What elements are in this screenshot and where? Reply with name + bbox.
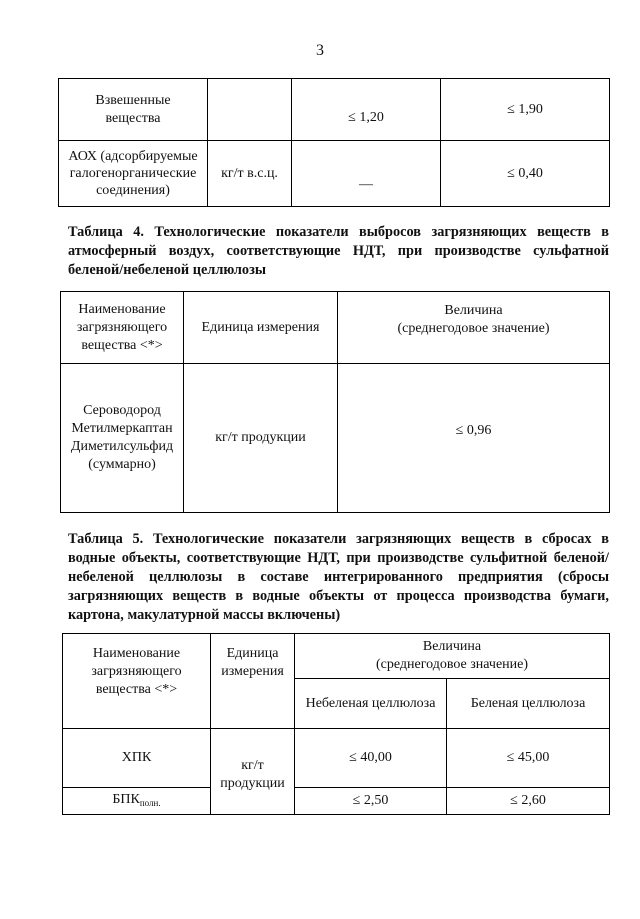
header-name-text: Наименование загрязняющего вещества <*> [76, 301, 168, 353]
header-unit: Единица измерения [184, 292, 338, 364]
pollutant-name: Взвешенные вещества [95, 92, 171, 126]
value-cell: ≤ 1,20 [292, 79, 441, 141]
unit-cell: кг/т в.с.ц. [208, 141, 292, 207]
unit-cell [211, 729, 295, 815]
table3-continued [58, 78, 610, 207]
table5 [62, 633, 610, 815]
dash-value: — [359, 177, 373, 192]
pollutant-name: БПК [112, 791, 140, 807]
header-value-sub: (среднегодовое значение) [397, 321, 550, 336]
table-cell [59, 79, 208, 141]
table-row [63, 729, 610, 788]
value-cell: ≤ 2,60 [447, 788, 610, 815]
value-cell: ≤ 0,40 [441, 141, 610, 207]
unit-text: кг/т продукции [220, 758, 285, 791]
table-row [59, 141, 610, 207]
table-row [63, 788, 610, 815]
header-value-sub: (среднегодовое значение) [375, 657, 529, 672]
pollutant-line: Метилмеркаптан [71, 421, 173, 436]
table4 [60, 291, 610, 513]
table-cell [208, 79, 292, 141]
header-value [338, 292, 610, 364]
header-unit-text: Единица измерения [221, 646, 284, 679]
table-row [61, 364, 610, 513]
header-unbleached: Небеленая целлюлоза [295, 679, 447, 729]
table-header-row [63, 634, 610, 679]
header-value [295, 634, 610, 679]
value-cell: ≤ 1,90 [441, 79, 610, 141]
header-value-text: Величина [444, 303, 503, 318]
header-bleached: Беленая целлюлоза [447, 679, 610, 729]
header-name [61, 292, 184, 364]
value-cell: ≤ 45,00 [447, 729, 610, 788]
header-name-text: Наименование загрязняющего вещества <*> [91, 646, 182, 697]
pollutant-subscript: полн. [139, 797, 161, 808]
pollutant-cell [63, 788, 211, 815]
value-cell: ≤ 2,50 [295, 788, 447, 815]
table-header-row [61, 292, 610, 364]
table-cell [59, 141, 208, 207]
header-unit [211, 634, 295, 729]
value-cell: ≤ 40,00 [295, 729, 447, 788]
pollutant-name: АОХ (адсорбируемые галогенорганические соединения) [68, 149, 198, 198]
pollutant-line: Диметилсульфид [70, 439, 174, 454]
header-value-text: Величина [422, 639, 482, 654]
table5-caption: Таблица 5. Технологические показатели загрязняющих веществ в сбросах в водные объекты, соответствующие НДТ, при производстве сульфитной беленой/небеленой целлюлозы в составе интегрированного предприятия (сбросы загрязняющих веществ в водные объекты от процесса производства бумаги, картона, макулатурной массы включены) [68, 531, 609, 623]
pollutant-line: Сероводород [83, 403, 161, 418]
table-row [59, 79, 610, 141]
page-number: 3 [316, 42, 324, 59]
pollutant-line: (суммарно) [88, 457, 156, 472]
value-cell: ≤ 0,96 [338, 364, 610, 513]
table4-caption: Таблица 4. Технологические показатели выбросов загрязняющих веществ в атмосферный воздух, соответствующие НДТ, при производстве сульфатной беленой/небеленой целлюлозы [68, 224, 609, 278]
pollutant-cell [61, 364, 184, 513]
header-name [63, 634, 211, 729]
unit-cell: кг/т продукции [184, 364, 338, 513]
pollutant-cell: ХПК [63, 729, 211, 788]
value-cell [292, 141, 441, 207]
